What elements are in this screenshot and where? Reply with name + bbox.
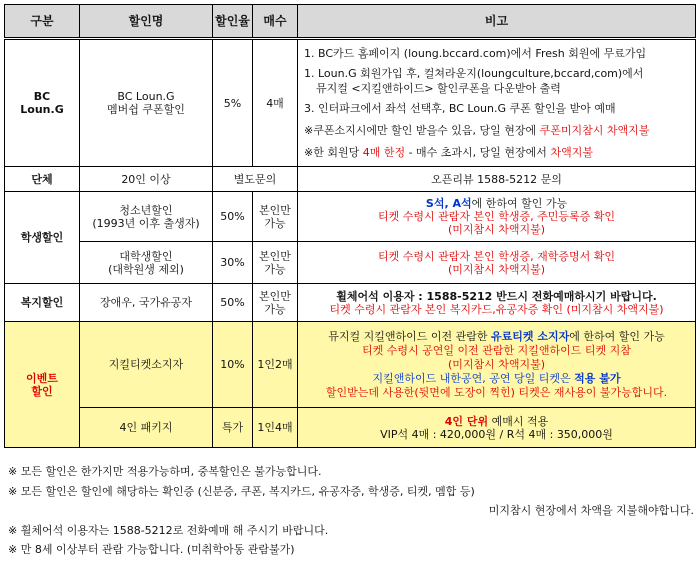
table-row-welfare <box>5 284 696 322</box>
bc-note-step2a: 1. Loun.G 회원가입 후, 컬쳐라운지(loungculture,bccard,com)에서 <box>304 67 644 80</box>
header-qty: 매수 <box>253 5 298 39</box>
welfare-rate: 50% <box>213 284 253 322</box>
bc-warn2: ※한 회원당 4매 한정 - 매수 초과시, 당일 현장에서 차액지불 <box>304 146 593 159</box>
welfare-qty: 본인만 가능 <box>253 284 298 322</box>
welfare-name: 장애우, 국가유공자 <box>80 284 213 322</box>
table-row-jekyll <box>5 322 696 408</box>
youth-name: 청소년할인 (1993년 이후 출생자) <box>80 192 213 242</box>
footnote-5: ※ 만 8세 이상부터 관람 가능합니다. (미취학아동 관람불가) <box>8 543 295 556</box>
youth-rate: 50% <box>213 192 253 242</box>
bc-qty: 4매 <box>253 39 298 167</box>
jekyll-rate: 10% <box>213 322 253 408</box>
bc-note-step3: 3. 인터파크에서 좌석 선택후, BC Loun.G 쿠폰 할인을 받아 예매 <box>304 102 616 115</box>
jekyll-name: 지킬티켓소지자 <box>80 322 213 408</box>
group-note: 오픈리뷰 1588-5212 문의 <box>298 167 696 192</box>
bc-category: BC Loun.G <box>5 39 80 167</box>
univ-rate: 30% <box>213 242 253 284</box>
footnote-4: ※ 휠체어석 이용자는 1588-5212로 전화예매 해 주시기 바랍니다. <box>8 523 329 537</box>
table-row-youth <box>5 192 696 242</box>
group-name: 20인 이상 <box>80 167 213 192</box>
welfare-category: 복지할인 <box>5 284 80 322</box>
footnote-3: 미지참시 현장에서 차액을 지불해야합니다. <box>488 504 694 517</box>
bc-note <box>298 39 696 167</box>
univ-name: 대학생할인 (대학원생 제외) <box>80 242 213 284</box>
event-category: 이벤트 할인 <box>5 322 80 448</box>
jekyll-qty: 1인2매 <box>253 322 298 408</box>
welfare-note: 휠체어석 이용자 : 1588-5212 반드시 전화예매하시기 바랍니다. 티켓 수령시 관람자 본인 복지카드,유공자증 확인 (미지참시 차액지불) <box>298 284 696 322</box>
univ-qty: 본인만 가능 <box>253 242 298 284</box>
package-note: 4인 단위 예매시 적용 VIP석 4매 : 420,000원 / R석 4매 : 350,000원 <box>298 408 696 448</box>
package-name: 4인 패키지 <box>80 408 213 448</box>
table-row-group <box>5 167 696 192</box>
table-row-univ <box>5 242 696 284</box>
header-name: 할인명 <box>80 5 213 39</box>
discount-table-wrapper <box>4 4 695 448</box>
bc-note-step1: 1. BC카드 홈페이지 (loung.bccard.com)에서 Fresh 회원에 무료가입 <box>304 47 647 60</box>
group-rate-qty: 별도문의 <box>213 167 298 192</box>
footnote-2: ※ 모든 할인은 할인에 해당하는 확인증 (신분증, 쿠폰, 복지카드, 유공자증, 학생증, 티켓, 멤합 등) <box>8 484 475 498</box>
header-note: 비고 <box>298 5 696 39</box>
package-rate: 특가 <box>213 408 253 448</box>
header-category: 구분 <box>5 5 80 39</box>
jekyll-note: 뮤지컬 지킬앤하이드 이전 관람한 유료티켓 소지자에 한하여 할인 가능 티켓 수령시 공연일 이전 관람한 지킬앤하이드 티켓 지참 (미지참시 차액지불) 지킬앤하이드 내한공연, 공연 당일 티켓은 적용 불가 할인받는데 사용한(뒷면에 도장이 찍힌) 티켓은 재사용이 불가능합니다. <box>298 322 696 408</box>
table-header-row <box>5 5 696 39</box>
student-category: 학생할인 <box>5 192 80 284</box>
table-row-bc <box>5 39 696 167</box>
youth-qty: 본인만 가능 <box>253 192 298 242</box>
package-qty: 1인4매 <box>253 408 298 448</box>
footnotes <box>8 462 694 560</box>
univ-note: 티켓 수령시 관람자 본인 학생증, 재학증명서 확인 (미지참시 차액지불) <box>298 242 696 284</box>
youth-note: S석, A석에 한하여 할인 가능 티켓 수령시 관람자 본인 학생증, 주민등록증 확인 (미지참시 차액지불) <box>298 192 696 242</box>
bc-name: BC Loun.G 멤버쉽 쿠폰할인 <box>80 39 213 167</box>
bc-rate: 5% <box>213 39 253 167</box>
bc-note-step2b: 뮤지컬 <지킬앤하이드> 할인쿠폰을 다운받아 출력 <box>316 82 561 95</box>
table-row-package <box>5 408 696 448</box>
discount-table <box>4 4 696 448</box>
bc-warn1: ※쿠폰소지시에만 할인 받을수 있음, 당일 현장에 쿠폰미지참시 차액지불 <box>304 124 650 137</box>
group-category: 단체 <box>5 167 80 192</box>
footnote-1: ※ 모든 할인은 한가지만 적용가능하며, 중복할인은 불가능합니다. <box>8 465 322 478</box>
header-rate: 할인율 <box>213 5 253 39</box>
